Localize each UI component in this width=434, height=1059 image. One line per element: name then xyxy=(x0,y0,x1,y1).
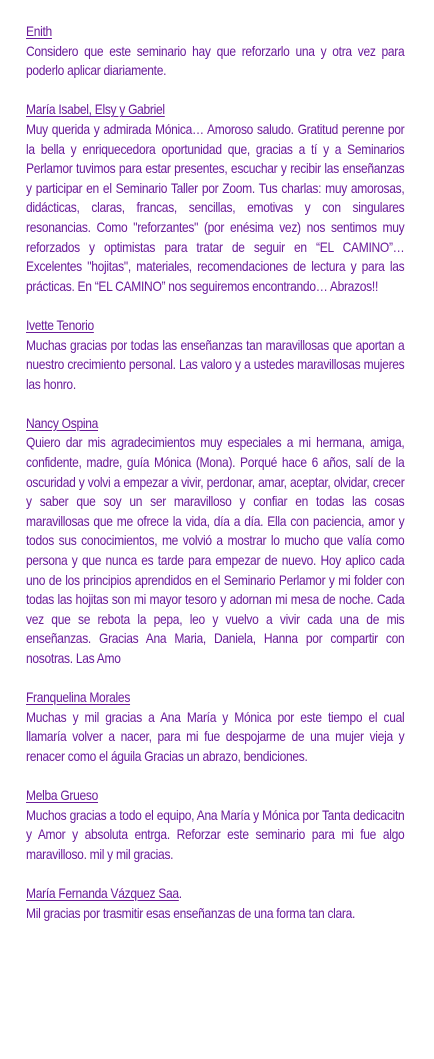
testimonial-entry xyxy=(26,316,404,394)
testimonial-text: Muchas gracias por todas las enseñanzas tan maravillosas que aportan a nuestro crecimiento personal. Las valoro y a ustedes maravillosas mujeres las honro. xyxy=(26,336,405,392)
testimonial-text: Mil gracias por trasmitir esas enseñanzas de una forma tan clara. xyxy=(26,904,356,921)
testimonial-entry xyxy=(26,100,404,296)
testimonial-entry xyxy=(26,884,404,923)
testimonial-entry xyxy=(26,22,404,81)
testimonial-author: Ivette Tenorio xyxy=(26,316,94,333)
testimonial-text: Muchas y mil gracias a Ana María y Mónica por este tiempo el cual llamaría volver a nacer, para mi fue despojarme de una mujer vieja y renacer como el águila Gracias un abrazo, bendiciones. xyxy=(26,708,405,764)
testimonial-author: Enith xyxy=(26,23,52,39)
testimonial-entry xyxy=(26,414,404,669)
testimonial-entry xyxy=(26,688,404,766)
testimonial-entry xyxy=(26,786,404,864)
testimonial-text: Muchos gracias a todo el equipo, Ana María y Mónica por Tanta dedicacitn y Amor y absoluta entrga. Reforzar este seminario para mi fue algo maravilloso. mil y mil gracias. xyxy=(26,806,405,862)
testimonial-author: Nancy Ospina xyxy=(26,414,99,431)
testimonial-author: María Fernanda Vázquez Saa xyxy=(26,885,179,902)
testimonial-author-suffix: . xyxy=(178,885,182,902)
testimonial-author: María Isabel, Elsy y Gabriel xyxy=(26,101,165,118)
testimonial-author: Melba Grueso xyxy=(26,787,99,804)
testimonial-text: Considero que este seminario hay que reforzarlo una y otra vez para poderlo aplicar diariamente. xyxy=(26,42,405,79)
testimonials-list xyxy=(26,22,404,943)
testimonial-text: Muy querida y admirada Mónica… Amoroso saludo. Gratitud perenne por la bella y enriquecedora oportunidad que, gracias a tí y a Seminarios Perlamor tuvimos para estar presentes, escuchar y recibir las enseñanzas y participar en el Seminario Taller por Zoom. Tus charlas: muy amorosas, didácticas, claras, francas, sencillas, emotivas y con singulares resonancias. Como "reforzantes" (por enésima vez) nos sentimos muy reforzados y optimistas para tratar de seguir en “EL CAMINO”…Excelentes "hojitas", materiales, recomendaciones de lectura y para las prácticas. En “EL CAMINO” nos seguiremos encontrando… Abrazos!! xyxy=(26,120,405,294)
testimonial-text: Quiero dar mis agradecimientos muy especiales a mi hermana, amiga, confidente, madre, guía Mónica (Mona). Porqué hace 6 años, salí de la oscuridad y volvi a empezar a vivir, perdonar, amar, aceptar, olvidar, crecer y saber que soy un ser maravilloso y confiar en todas las cosas maravillosas que me ofrece la vida, día a día. Ella con paciencia, amor y todos sus conocimientos, me volvió a mostrar lo mucho que valía como persona y que nunca es tarde para empezar de nuevo. Hoy aplico cada uno de los principios aprendidos en el Seminario Perlamor y mi folder con todas las hojitas son mi mayor tesoro y adornan mi mesa de noche. Cada vez que se rebota la pepa, leo y vuelvo a vivir cada una de mis enseñanzas. Gracias Ana Maria, Daniela, Hanna por compartir con nosotras. Las Amo xyxy=(26,434,405,666)
testimonial-author: Franquelina Morales xyxy=(26,689,131,706)
